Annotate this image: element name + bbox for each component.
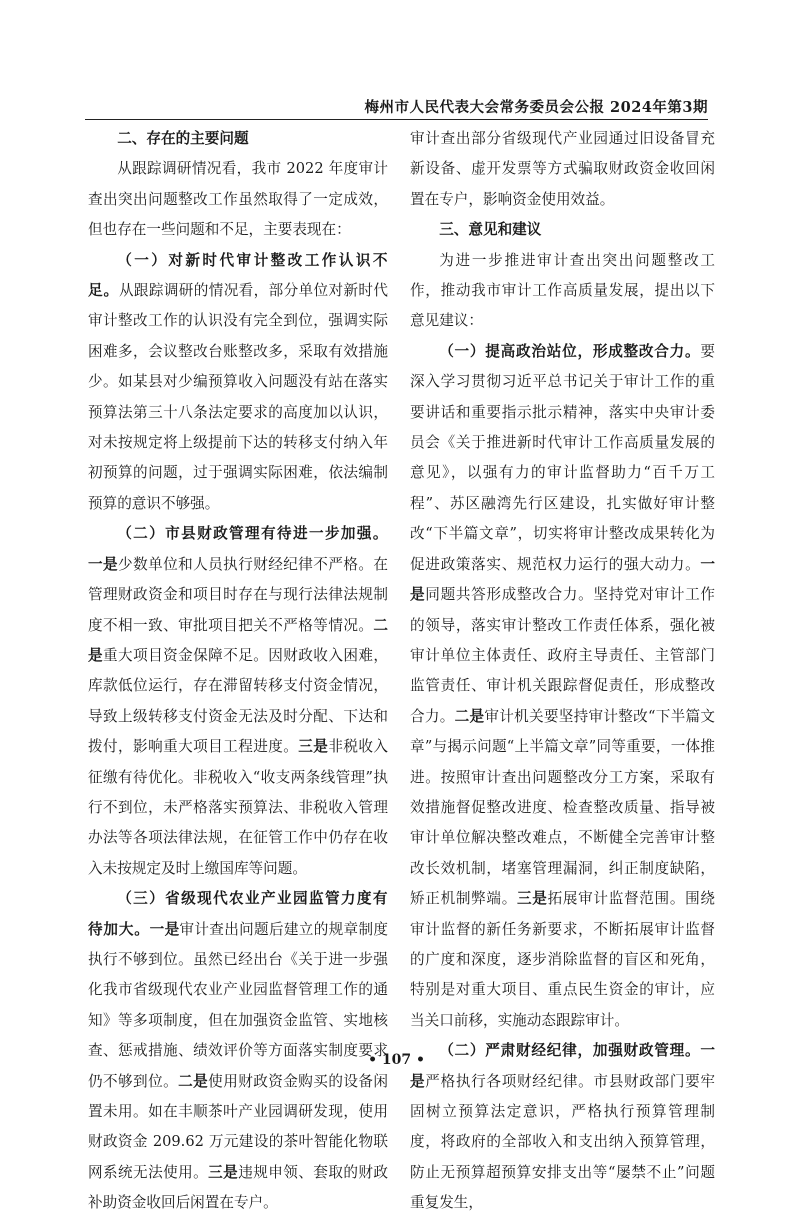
problem-1-paragraph xyxy=(88,246,388,520)
point-marker: 一是 xyxy=(410,1042,715,1090)
section-2-title: 二、存在的主要问题 xyxy=(117,130,249,147)
problem-3-heading: （三）省级现代农业产业园监管力度有待加大。 xyxy=(88,890,388,938)
suggestion-2-heading: （二）严肃财经纪律，加强财政管理。 xyxy=(439,1042,701,1060)
problem-3-point-3: 违规申领、套取的财政补助资金收回后闲置在专户。 xyxy=(88,1163,388,1212)
problem-3-point-2: 使用财政资金购买的设备闲置未用。如在丰顺茶叶产业园调研发现，使用财政资金 209.62 万元建设的茶叶智能化物联网系统无法使用。 xyxy=(88,1072,388,1181)
point-marker: 一是 xyxy=(410,555,715,604)
point-marker: 三是 xyxy=(516,890,548,908)
suggestion-1-point-2: 审计机关要坚持审计整改“下半篇文章”与揭示问题“上半篇文章”同等重要，一体推进。按照审计查出问题整改分工方案，采取有效措施督促整改进度、检查整改质量、指导被审计单位解决整改难点，不断健全完善审计整改长效机制，堵塞管理漏洞，纠正制度缺陷，矫正机制弊端。 xyxy=(410,707,715,908)
page-number: • 107 • xyxy=(368,1052,425,1068)
section-3-intro: 为进一步推进审计查出突出问题整改工作，推动我市审计工作高质量发展，提出以下意见建议： xyxy=(410,251,715,330)
header-rule xyxy=(85,119,708,120)
journal-header: 梅州市人民代表大会常务委员会公报 2024年第3期 xyxy=(364,99,708,116)
suggestion-1-paragraph xyxy=(410,337,715,1036)
suggestion-1-point-3: 拓展审计监督范围。围绕审计监督的新任务新要求，不断拓展审计监督的广度和深度，逐步消除监督的盲区和死角，特别是对重大项目、重点民生资金的审计，应当关口前移，实施动态跟踪审计。 xyxy=(410,890,715,1029)
continued-paragraph: 审计查出部分省级现代产业园通过旧设备冒充新设备、虚开发票等方式骗取财政资金收回闲置在专户，影响资金使用效益。 xyxy=(410,130,715,208)
suggestion-2-point-1: 严格执行各项财经纪律。市县财政部门要牢固树立预算法定意识，严格执行预算管理制度，将政府的全部收入和支出纳入预算管理，防止无预算超预算安排支出等“屡禁不止”问题重复发生， xyxy=(410,1072,715,1212)
section-2-intro: 从跟踪调研情况看，我市 2022 年度审计查出突出问题整改工作虽然取得了一定成效，但也存在一些问题和不足，主要表现在： xyxy=(88,160,388,239)
point-marker: 一是 xyxy=(88,555,119,573)
suggestion-1-point-1: 同题共答形成整改合力。坚持党对审计工作的领导，落实审计整改工作责任体系，强化被审计单位主体责任、政府主导责任、主管部门监管责任、审计机关跟踪督促责任，形成整改合力。 xyxy=(410,586,715,725)
problem-1-body: 从跟踪调研的情况看，部分单位对新时代审计整改工作的认识没有完全到位，强调实际困难多，会议整改台账整改多，采取有效措施少。如某县对少编预算收入问题没有站在落实预算法第三十八条法定要求的高度加以认识，对未按规定将上级提前下达的转移支付纳入年初预算的问题，过于强调实际困难，依法编制预算的意识不够强。 xyxy=(88,282,388,512)
suggestion-1-lead: 要深入学习贯彻习近平总书记关于审计工作的重要讲话和重要指示批示精神，落实中央审计委员会《关于推进新时代审计工作高质量发展的意见》，以强有力的审计监督助力“百千万工程”、苏区融湾先行区建设，扎实做好审计整改“下半篇文章”，切实将审计整改成果转化为促进政策落实、规范权力运行的强大动力。 xyxy=(410,342,715,573)
problem-1-heading: （一）对新时代审计整改工作认识不足。 xyxy=(88,251,388,300)
point-marker: 二是 xyxy=(178,1072,209,1090)
problem-2-paragraph xyxy=(88,519,388,884)
problem-2-point-3: 非税收入征缴有待优化。非税收入“收支两条线管理”执行不到位，未严格落实预算法、非税收入管理办法等各项法律法规，在征管工作中仍存在收入未按规定及时上缴国库等问题。 xyxy=(88,738,388,877)
problem-2-point-1: 少数单位和人员执行财经纪律不严格。在管理财政资金和项目时存在与现行法律法规制度不相一致、审批项目把关不严格等情况。 xyxy=(88,555,388,634)
section-3-title: 三、意见和建议 xyxy=(439,221,542,239)
problem-2-point-2: 重大项目资金保障不足。因财政收入困难，库款低位运行，存在滞留转移支付资金情况，导致上级转移支付资金无法及时分配、下达和拨付，影响重大项目工程进度。 xyxy=(88,646,388,756)
point-marker: 二是 xyxy=(454,707,485,725)
problem-2-heading: （二）市县财政管理有待进一步加强。 xyxy=(117,525,388,543)
point-marker: 二是 xyxy=(88,616,388,664)
suggestion-1-heading: （一）提高政治站位，形成整改合力。 xyxy=(439,342,701,360)
point-marker: 一是 xyxy=(149,920,180,938)
point-marker: 三是 xyxy=(298,738,329,756)
point-marker: 三是 xyxy=(208,1163,239,1181)
problem-3-point-1: 审计查出问题后建立的规章制度执行不够到位。虽然已经出台《关于进一步强化我市省级现代农业产业园监督管理工作的通知》等多项制度，但在加强资金监管、实地核查、惩戒措施、绩效评价等方面落实制度要求仍不够到位。 xyxy=(88,920,388,1090)
